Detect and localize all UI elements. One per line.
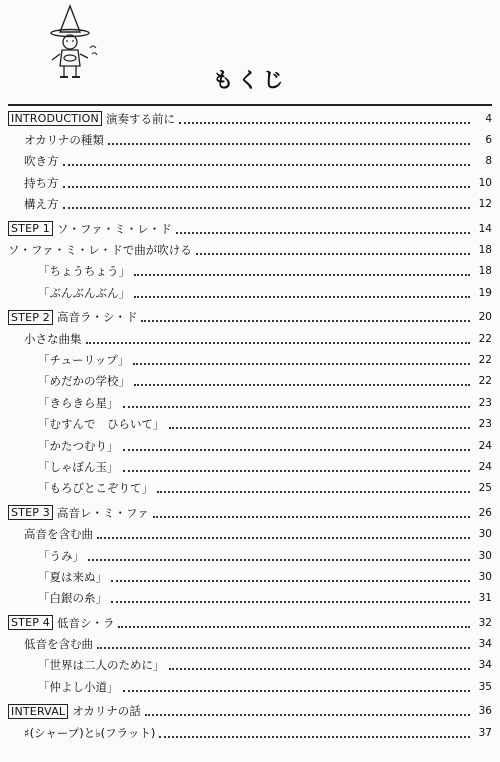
- toc-entry-label: 小さな曲集: [24, 331, 82, 346]
- dot-leader: [108, 131, 470, 145]
- toc-entry[interactable]: [8, 633, 492, 654]
- toc-entry-label: 高音レ・ミ・ファ: [56, 505, 149, 520]
- page-number: 22: [478, 332, 492, 345]
- toc-entry[interactable]: [8, 413, 492, 434]
- toc-entry-label: 「きらきら星」: [38, 395, 119, 410]
- page-number: 30: [478, 570, 492, 583]
- page-number: 12: [478, 198, 492, 211]
- toc-entry-label: 「むすんで ひらいて」: [38, 417, 165, 432]
- dot-leader: [134, 372, 470, 386]
- toc-entry-label: 高音を含む曲: [24, 527, 93, 542]
- page-number: 14: [478, 222, 492, 235]
- step-badge: INTRODUCTION: [8, 111, 102, 126]
- toc-entry-label: 「もろびとこぞりて」: [38, 481, 153, 496]
- page-number: 30: [478, 528, 492, 541]
- toc-entry[interactable]: [8, 129, 492, 150]
- toc-entry-label: 「世界は二人のために」: [38, 658, 165, 673]
- toc-entry[interactable]: [8, 239, 492, 260]
- toc-entry-label: 「チューリップ」: [38, 352, 130, 367]
- toc-entry[interactable]: [8, 371, 492, 392]
- toc-entry-label: ソ・ファ・ミ・レ・ドで曲が吹ける: [8, 243, 192, 258]
- dot-leader: [145, 702, 470, 716]
- dot-leader: [123, 437, 471, 451]
- toc-entry-label: 「しゃぼん玉」: [38, 459, 119, 474]
- page-number: 31: [478, 592, 492, 605]
- dot-leader: [97, 635, 470, 649]
- toc-entry[interactable]: [8, 612, 492, 633]
- toc-entry[interactable]: [8, 456, 492, 477]
- toc-entry[interactable]: [8, 151, 492, 172]
- dot-leader: [111, 589, 470, 603]
- toc-entry-label: 「ぶんぶんぶん」: [38, 285, 130, 300]
- toc-entry[interactable]: [8, 349, 492, 370]
- toc-entry[interactable]: [8, 588, 492, 609]
- page-number: 18: [478, 244, 492, 257]
- dot-leader: [63, 152, 471, 166]
- dot-leader: [123, 394, 471, 408]
- page-number: 24: [478, 460, 492, 473]
- page-number: 25: [478, 482, 492, 495]
- toc-entry-label: オカリナの種類: [24, 133, 104, 148]
- page-number: 35: [478, 680, 492, 693]
- toc-entry[interactable]: [8, 218, 492, 239]
- toc-entry[interactable]: [8, 194, 492, 215]
- dot-leader: [169, 656, 471, 670]
- page-number: 32: [478, 616, 492, 629]
- toc-entry-label: 演奏する前に: [105, 111, 175, 126]
- dot-leader: [123, 458, 471, 472]
- dot-leader: [63, 195, 471, 209]
- toc-entry[interactable]: [8, 261, 492, 282]
- dot-leader: [159, 724, 470, 738]
- toc-entry[interactable]: [8, 502, 492, 523]
- page-number: 23: [478, 396, 492, 409]
- dot-leader: [63, 174, 471, 188]
- page-number: 4: [485, 112, 492, 125]
- page-number: 34: [478, 659, 492, 672]
- page-number: 10: [478, 176, 492, 189]
- toc-entry[interactable]: [8, 328, 492, 349]
- toc-entry[interactable]: [8, 655, 492, 676]
- toc-entry[interactable]: [8, 566, 492, 587]
- toc-entry[interactable]: [8, 676, 492, 697]
- dot-leader: [157, 479, 470, 493]
- toc-entry-label: ソ・ファ・ミ・レ・ド: [56, 221, 172, 236]
- page-number: 19: [478, 286, 492, 299]
- toc-entry[interactable]: [8, 392, 492, 413]
- toc-entry[interactable]: [8, 722, 492, 743]
- dot-leader: [133, 351, 470, 365]
- toc-entry[interactable]: [8, 307, 492, 328]
- toc-entry-label: 「かたつむり」: [38, 438, 119, 453]
- toc-entry-label: 「めだかの学校」: [38, 374, 130, 389]
- page-number: 30: [478, 549, 492, 562]
- page-number: 24: [478, 439, 492, 452]
- step-badge: STEP 4: [8, 615, 53, 630]
- dot-leader: [97, 525, 470, 539]
- toc-entry-label: 「白銀の糸」: [38, 591, 107, 606]
- step-badge: STEP 1: [8, 221, 53, 236]
- dot-leader: [86, 330, 471, 344]
- toc-entry[interactable]: [8, 478, 492, 499]
- page-number: 8: [485, 155, 492, 168]
- toc-entry-label: 「ちょうちょう」: [38, 264, 130, 279]
- toc-entry[interactable]: [8, 172, 492, 193]
- toc-entry[interactable]: [8, 701, 492, 722]
- toc-entry[interactable]: [8, 108, 492, 129]
- toc-entry-label: 低音シ・ラ: [56, 615, 115, 630]
- page-number: 6: [485, 134, 492, 147]
- toc-entry-label: 構え方: [24, 197, 59, 212]
- page-number: 22: [478, 353, 492, 366]
- dot-leader: [118, 614, 470, 628]
- dot-leader: [141, 308, 470, 322]
- page-number: 23: [478, 418, 492, 431]
- dot-leader: [134, 284, 470, 298]
- dot-leader: [134, 262, 470, 276]
- toc-entry-label: 「仲よし小道」: [38, 679, 119, 694]
- page-number: 34: [478, 638, 492, 651]
- toc-entry[interactable]: [8, 545, 492, 566]
- dot-leader: [111, 568, 470, 582]
- toc-entry-label: 低音を含む曲: [24, 637, 93, 652]
- toc-entry[interactable]: [8, 435, 492, 456]
- page-title: もくじ: [212, 68, 288, 92]
- page-number: 37: [478, 726, 492, 739]
- dot-leader: [179, 110, 470, 124]
- dot-leader: [88, 547, 470, 561]
- dot-leader: [196, 241, 470, 255]
- page-number: 18: [478, 265, 492, 278]
- page-number: 20: [478, 311, 492, 324]
- step-badge: INTERVAL: [8, 704, 68, 719]
- page-number: 26: [478, 506, 492, 519]
- toc-entry-label: 「夏は来ぬ」: [38, 569, 107, 584]
- toc-entry-label: 「うみ」: [38, 548, 84, 563]
- toc-entry-label: オカリナの話: [72, 704, 141, 719]
- dot-leader: [123, 678, 471, 692]
- toc-entry-label: 吹き方: [24, 154, 59, 169]
- table-of-contents: [8, 108, 492, 743]
- title-divider: [8, 104, 492, 106]
- toc-entry-label: 持ち方: [24, 175, 59, 190]
- dot-leader: [153, 504, 470, 518]
- page-number: 22: [478, 375, 492, 388]
- page-number: 36: [478, 705, 492, 718]
- dot-leader: [176, 220, 470, 234]
- toc-entry-label: 高音ラ・シ・ド: [56, 310, 138, 325]
- step-badge: STEP 3: [8, 505, 53, 520]
- dot-leader: [169, 415, 471, 429]
- toc-entry[interactable]: [8, 282, 492, 303]
- step-badge: STEP 2: [8, 310, 53, 325]
- toc-entry-label: ♯(シャープ)と♭(フラット): [24, 725, 156, 740]
- toc-entry[interactable]: [8, 523, 492, 544]
